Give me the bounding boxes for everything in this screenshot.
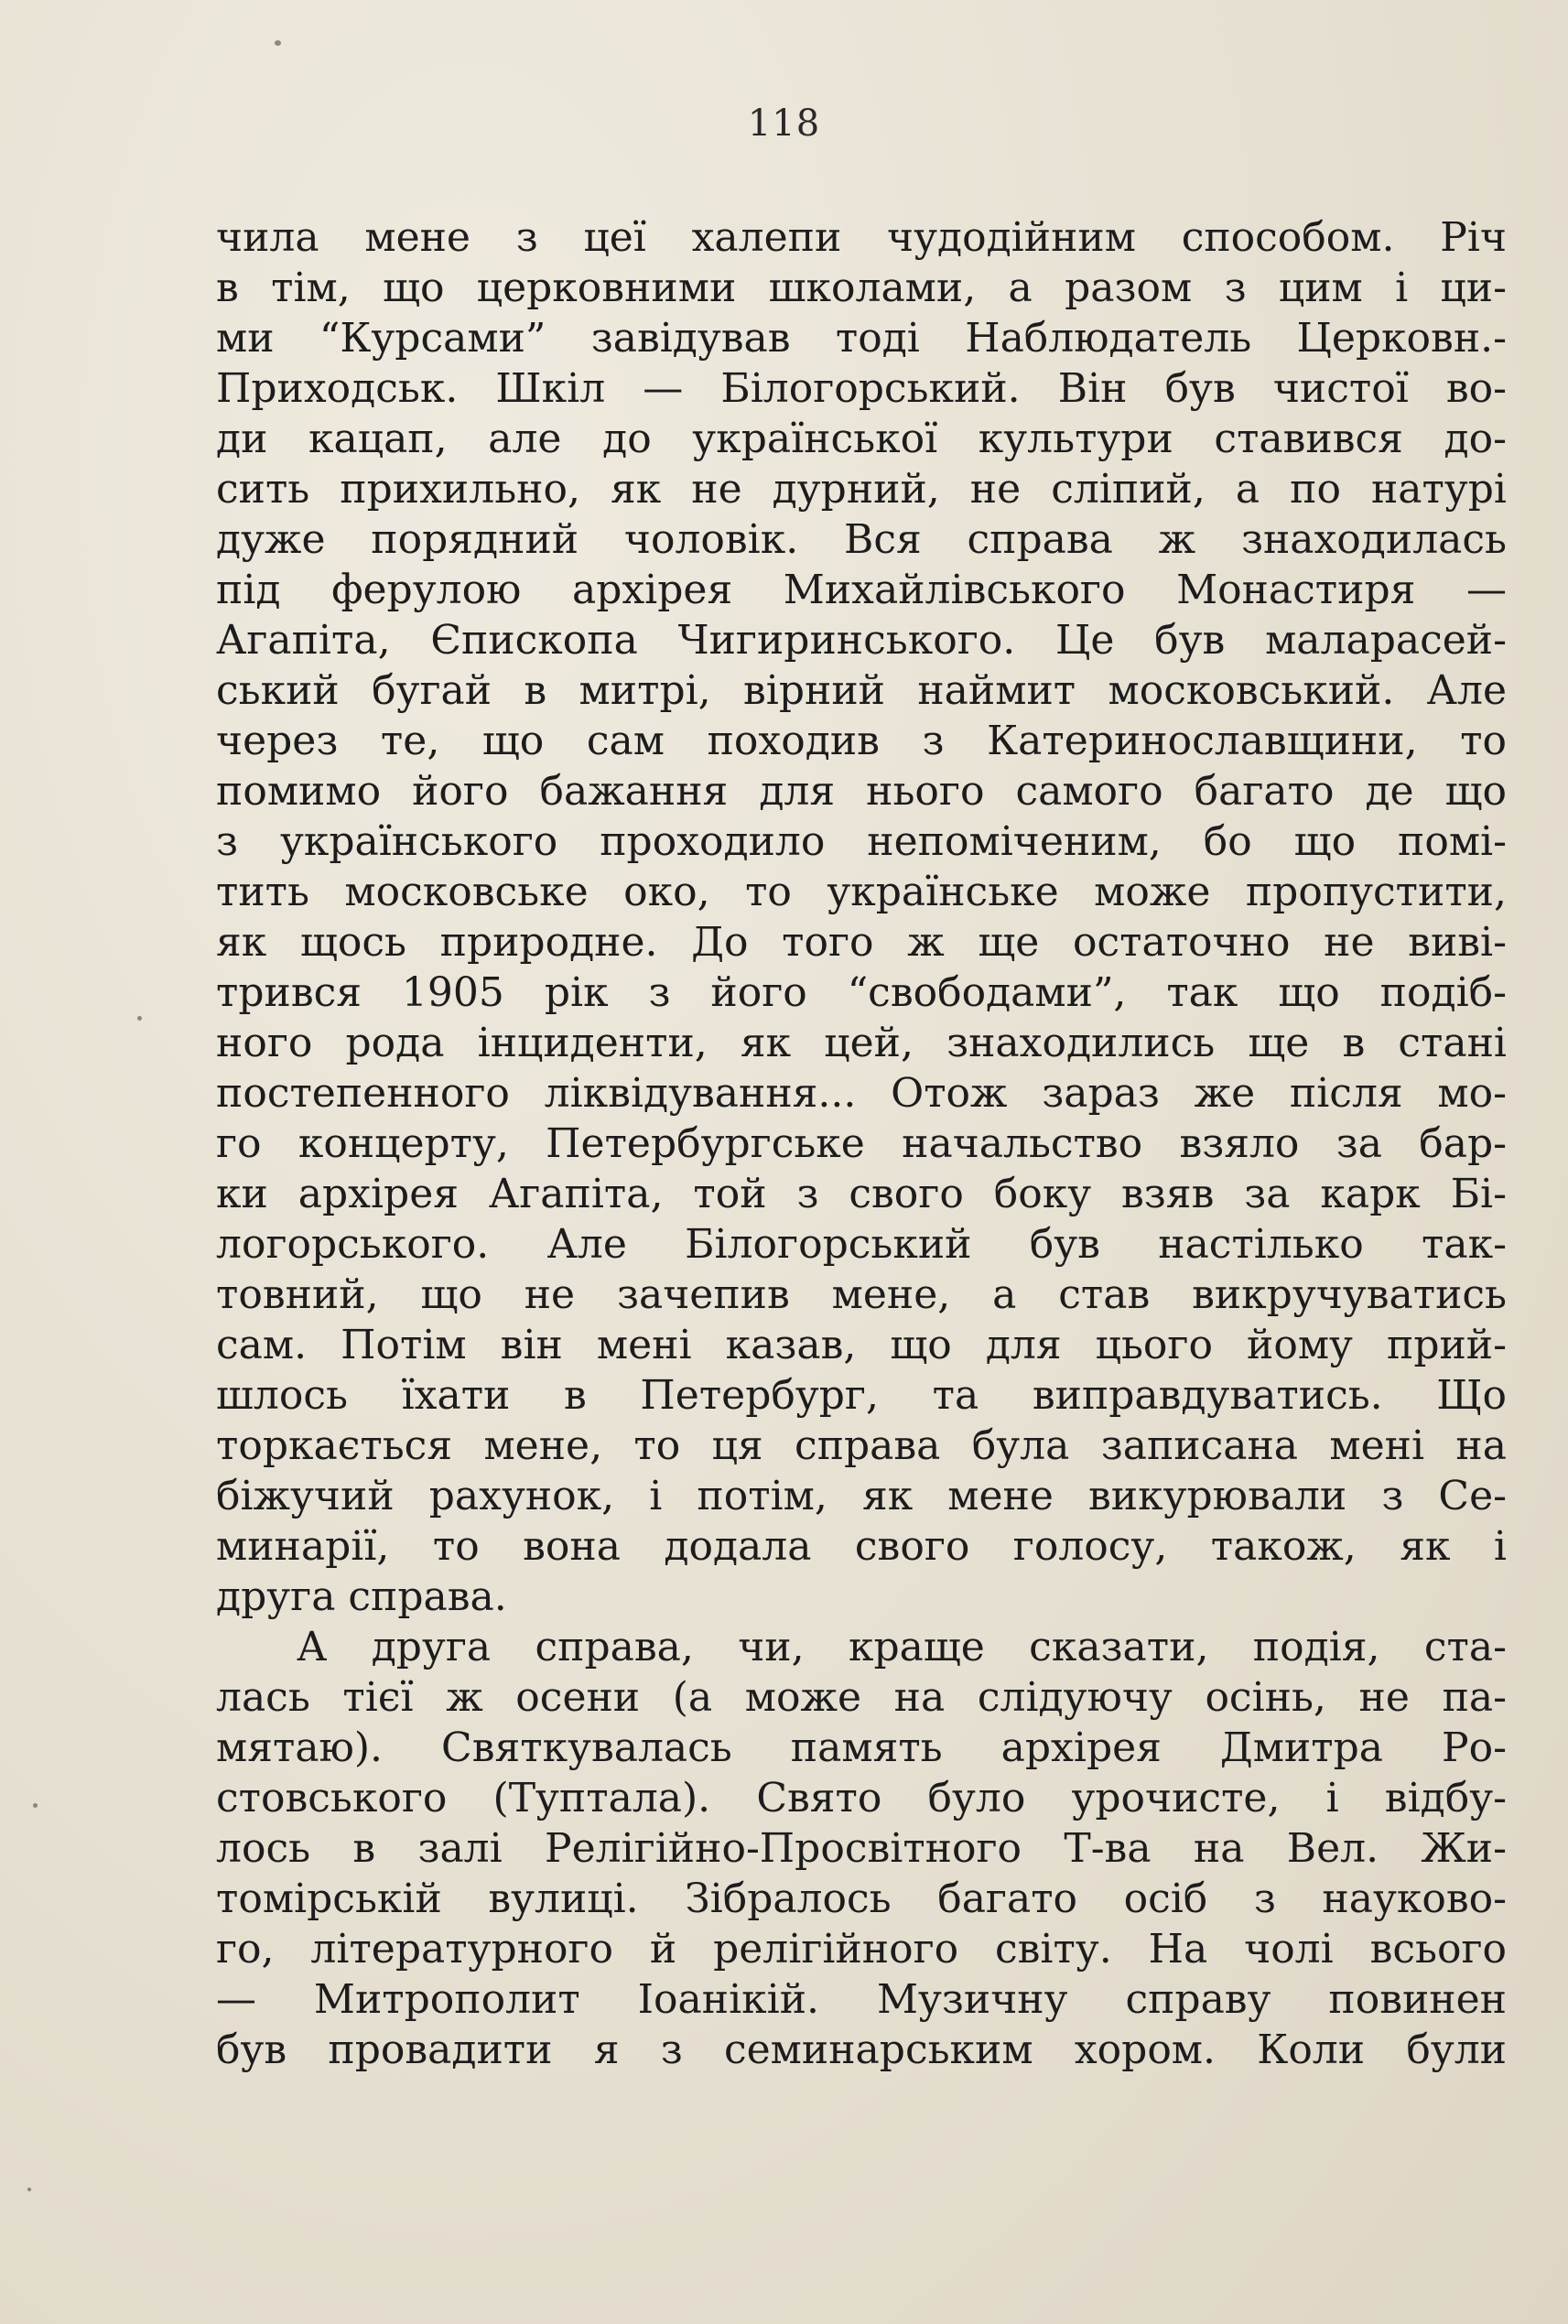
text-line: ди кацап, але до української культури ставився до- [216, 416, 1507, 462]
text-line: — Митрополит Іоанікій. Музичну справу повинен [216, 1976, 1507, 2023]
text-line: минарії, то вона додала свого голосу, також, як і [216, 1523, 1507, 1570]
text-line: лась тієї ж осени (а може на слідуючу осінь, не па- [216, 1674, 1507, 1721]
text-line: А друга справа, чи, краще сказати, подія, ста- [297, 1624, 1507, 1670]
text-line: ми “Курсами” завідував тоді Наблюдатель Церковн.- [216, 315, 1507, 362]
text-line: сить прихильно, як не дурний, не сліпий, а по натурі [216, 466, 1507, 513]
text-line: трився 1905 рік з його “свободами”, так що подіб- [216, 969, 1507, 1016]
text-line: як щось природне. До того ж ще остаточно не виві- [216, 919, 1507, 966]
text-line: Приходськ. Шкіл — Білогорський. Він був чистої во- [216, 365, 1507, 412]
text-line: в тім, що церковними школами, а разом з цим і ци- [216, 265, 1507, 311]
text-line: го, літературного й релігійного світу. На чолі всього [216, 1926, 1507, 1973]
paragraph-1 [216, 212, 1507, 1622]
paper-speck [33, 1803, 38, 1808]
text-line: був провадити я з семинарським хором. Коли були [216, 2027, 1507, 2073]
text-line: з українського проходило непоміченим, бо що помі- [216, 818, 1507, 865]
text-line: біжучий рахунок, і потім, як мене викурювали з Се- [216, 1473, 1507, 1519]
text-line: сам. Потім він мені казав, що для цього йому прий- [216, 1322, 1507, 1368]
text-line: томірській вулиці. Зібралось багато осіб з науково- [216, 1875, 1507, 1922]
text-line: стовського (Туптала). Свято було урочисте, і відбу- [216, 1775, 1507, 1821]
text-line: під ферулою архірея Михайлівського Монастиря — [216, 567, 1507, 613]
paper-speck [137, 1016, 142, 1021]
text-line: Агапіта, Єпископа Чигиринського. Це був маларасей- [216, 617, 1507, 664]
text-line: дуже порядний чоловік. Вся справа ж знаходилась [216, 516, 1507, 563]
text-line: мятаю). Святкувалась память архірея Дмитра Ро- [216, 1724, 1507, 1771]
text-line: ки архірея Агапіта, той з свого боку взяв за карк Бі- [216, 1171, 1507, 1217]
text-line: ного рода інциденти, як цей, знаходились ще в стані [216, 1020, 1507, 1066]
text-line: постепенного ліквідування... Отож зараз же після мо- [216, 1070, 1507, 1117]
text-line: друга справа. [216, 1573, 507, 1620]
text-line: го концерту, Петербургське начальство взяло за бар- [216, 1120, 1507, 1167]
paper-speck [27, 2188, 31, 2191]
text-line: помимо його бажання для нього самого багато де що [216, 768, 1507, 815]
text-line: тить московське око, то українське може пропустити, [216, 869, 1507, 915]
text-line: лось в залі Релігійно-Просвітного Т-ва на Вел. Жи- [216, 1825, 1507, 1872]
text-line: торкається мене, то ця справа була записана мені на [216, 1422, 1507, 1469]
text-line: товний, що не зачепив мене, а став викручуватись [216, 1271, 1507, 1318]
body-text [216, 212, 1507, 2075]
text-line: логорського. Але Білогорський був настілько так- [216, 1221, 1507, 1268]
text-line: шлось їхати в Петербург, та виправдуватись. Що [216, 1372, 1507, 1419]
text-line: чила мене з цеї халепи чудодійним способом. Річ [216, 214, 1507, 261]
text-line: ський бугай в митрі, вірний наймит московський. Але [216, 667, 1507, 714]
text-line: через те, що сам походив з Катеринославщини, то [216, 718, 1507, 764]
paper-speck [275, 40, 281, 46]
page-number: 118 [747, 103, 821, 145]
paragraph-2 [216, 1622, 1507, 2075]
